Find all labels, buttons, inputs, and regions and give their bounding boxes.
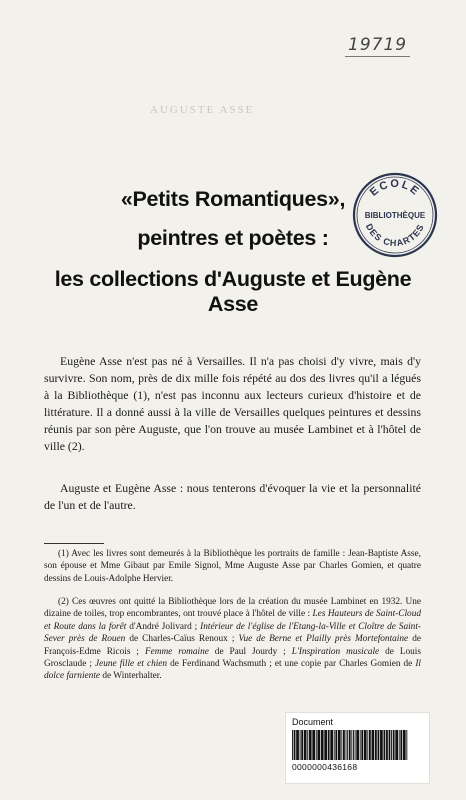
artwork-title: L'Inspiration musicale bbox=[291, 646, 380, 657]
footnote-2-text: d'André Jolivard ; bbox=[126, 621, 201, 632]
title-line-1: «Petits Romantiques», bbox=[120, 187, 346, 211]
footnote-2-text: (2) Ces œuvres ont quitté la Bibliothèque lors de la création du musée Lambinet en 1932. Une dizaine de toiles, trop encombrantes, ont trouvé place à l'hôtel de ville : bbox=[44, 597, 421, 620]
artwork-title: Intérieur de l'église de l'Etang-la-Ville et Cloître de Saint-Sever près de Rouen bbox=[44, 621, 422, 645]
footnote-2-text: de François-Edme Ricois ; bbox=[44, 634, 421, 657]
barcode-label bbox=[285, 712, 430, 784]
footnote-2-text: de Winterhalter. bbox=[100, 671, 162, 682]
stamp-middle-text: BIBLIOTHÈQUE bbox=[364, 211, 426, 220]
title-line-2: peintres et poètes : bbox=[137, 226, 329, 250]
barcode-number: 0000000436168 bbox=[292, 762, 358, 772]
artwork-title: Jeune fille et chien bbox=[95, 659, 168, 670]
footnote-2-text: de Louis Grosclaude ; bbox=[44, 646, 421, 670]
footnote-2 bbox=[44, 596, 421, 683]
footnote-2-text: de Paul Jourdy ; bbox=[208, 646, 292, 657]
stamp-bottom-text: DES CHARTES bbox=[363, 222, 427, 249]
footnote-2-text: de Ferdinand Wachsmuth ; et une copie par Charles Gomien de bbox=[167, 659, 416, 670]
body-paragraph-2: Auguste et Eugène Asse : nous tenterons d'évoquer la vie et la personnalité de l'un et de l'autre. bbox=[44, 481, 421, 512]
handwritten-inventory-number: 19719 bbox=[345, 35, 410, 57]
bleed-through-text: AUGUSTE ASSE bbox=[150, 104, 255, 116]
footnote-2-text: de Charles-Caïus Renoux ; bbox=[125, 634, 239, 645]
barcode-icon bbox=[292, 730, 408, 760]
body-paragraph-1: Eugène Asse n'est pas né à Versailles. Il n'a pas choisi d'y vivre, mais d'y survivre. Son nom, près de dix mille fois répété au dos des livres qu'il a légués à la Bibliothèque (1), n'est pas inconnu aux lecteurs curieux d'histoire et de littérature. Il a donné aussi à la ville de Versailles quelques peintures et dessins réunis par son père Auguste, que l'on trouve au musée Lambinet et à l'hôtel de ville (2). bbox=[44, 354, 421, 453]
title-line-3: les collections d'Auguste et Eugène Asse bbox=[54, 267, 412, 316]
barcode-title: Document bbox=[292, 717, 334, 727]
artwork-title: Femme romaine bbox=[144, 646, 209, 657]
artwork-title: Vue de Berne et Plailly près Mortefontaine bbox=[238, 634, 409, 645]
footnote-separator bbox=[44, 543, 104, 544]
footnote-1: (1) Avec les livres sont demeurés à la Bibliothèque les portraits de famille : Jean-Baptiste Asse, son épouse et Mme Gibaut par Emile Signol, Mme Auguste Asse par Charles Gomien, et quatre dessins de Louis-Adolphe Hervier. bbox=[44, 549, 421, 584]
artwork-title: Les Hauteurs de Saint-Cloud et Route dans la forêt bbox=[44, 609, 421, 632]
stamp-top-text: ECOLE bbox=[367, 177, 423, 199]
artwork-title: Il dolce farniente bbox=[44, 659, 422, 682]
